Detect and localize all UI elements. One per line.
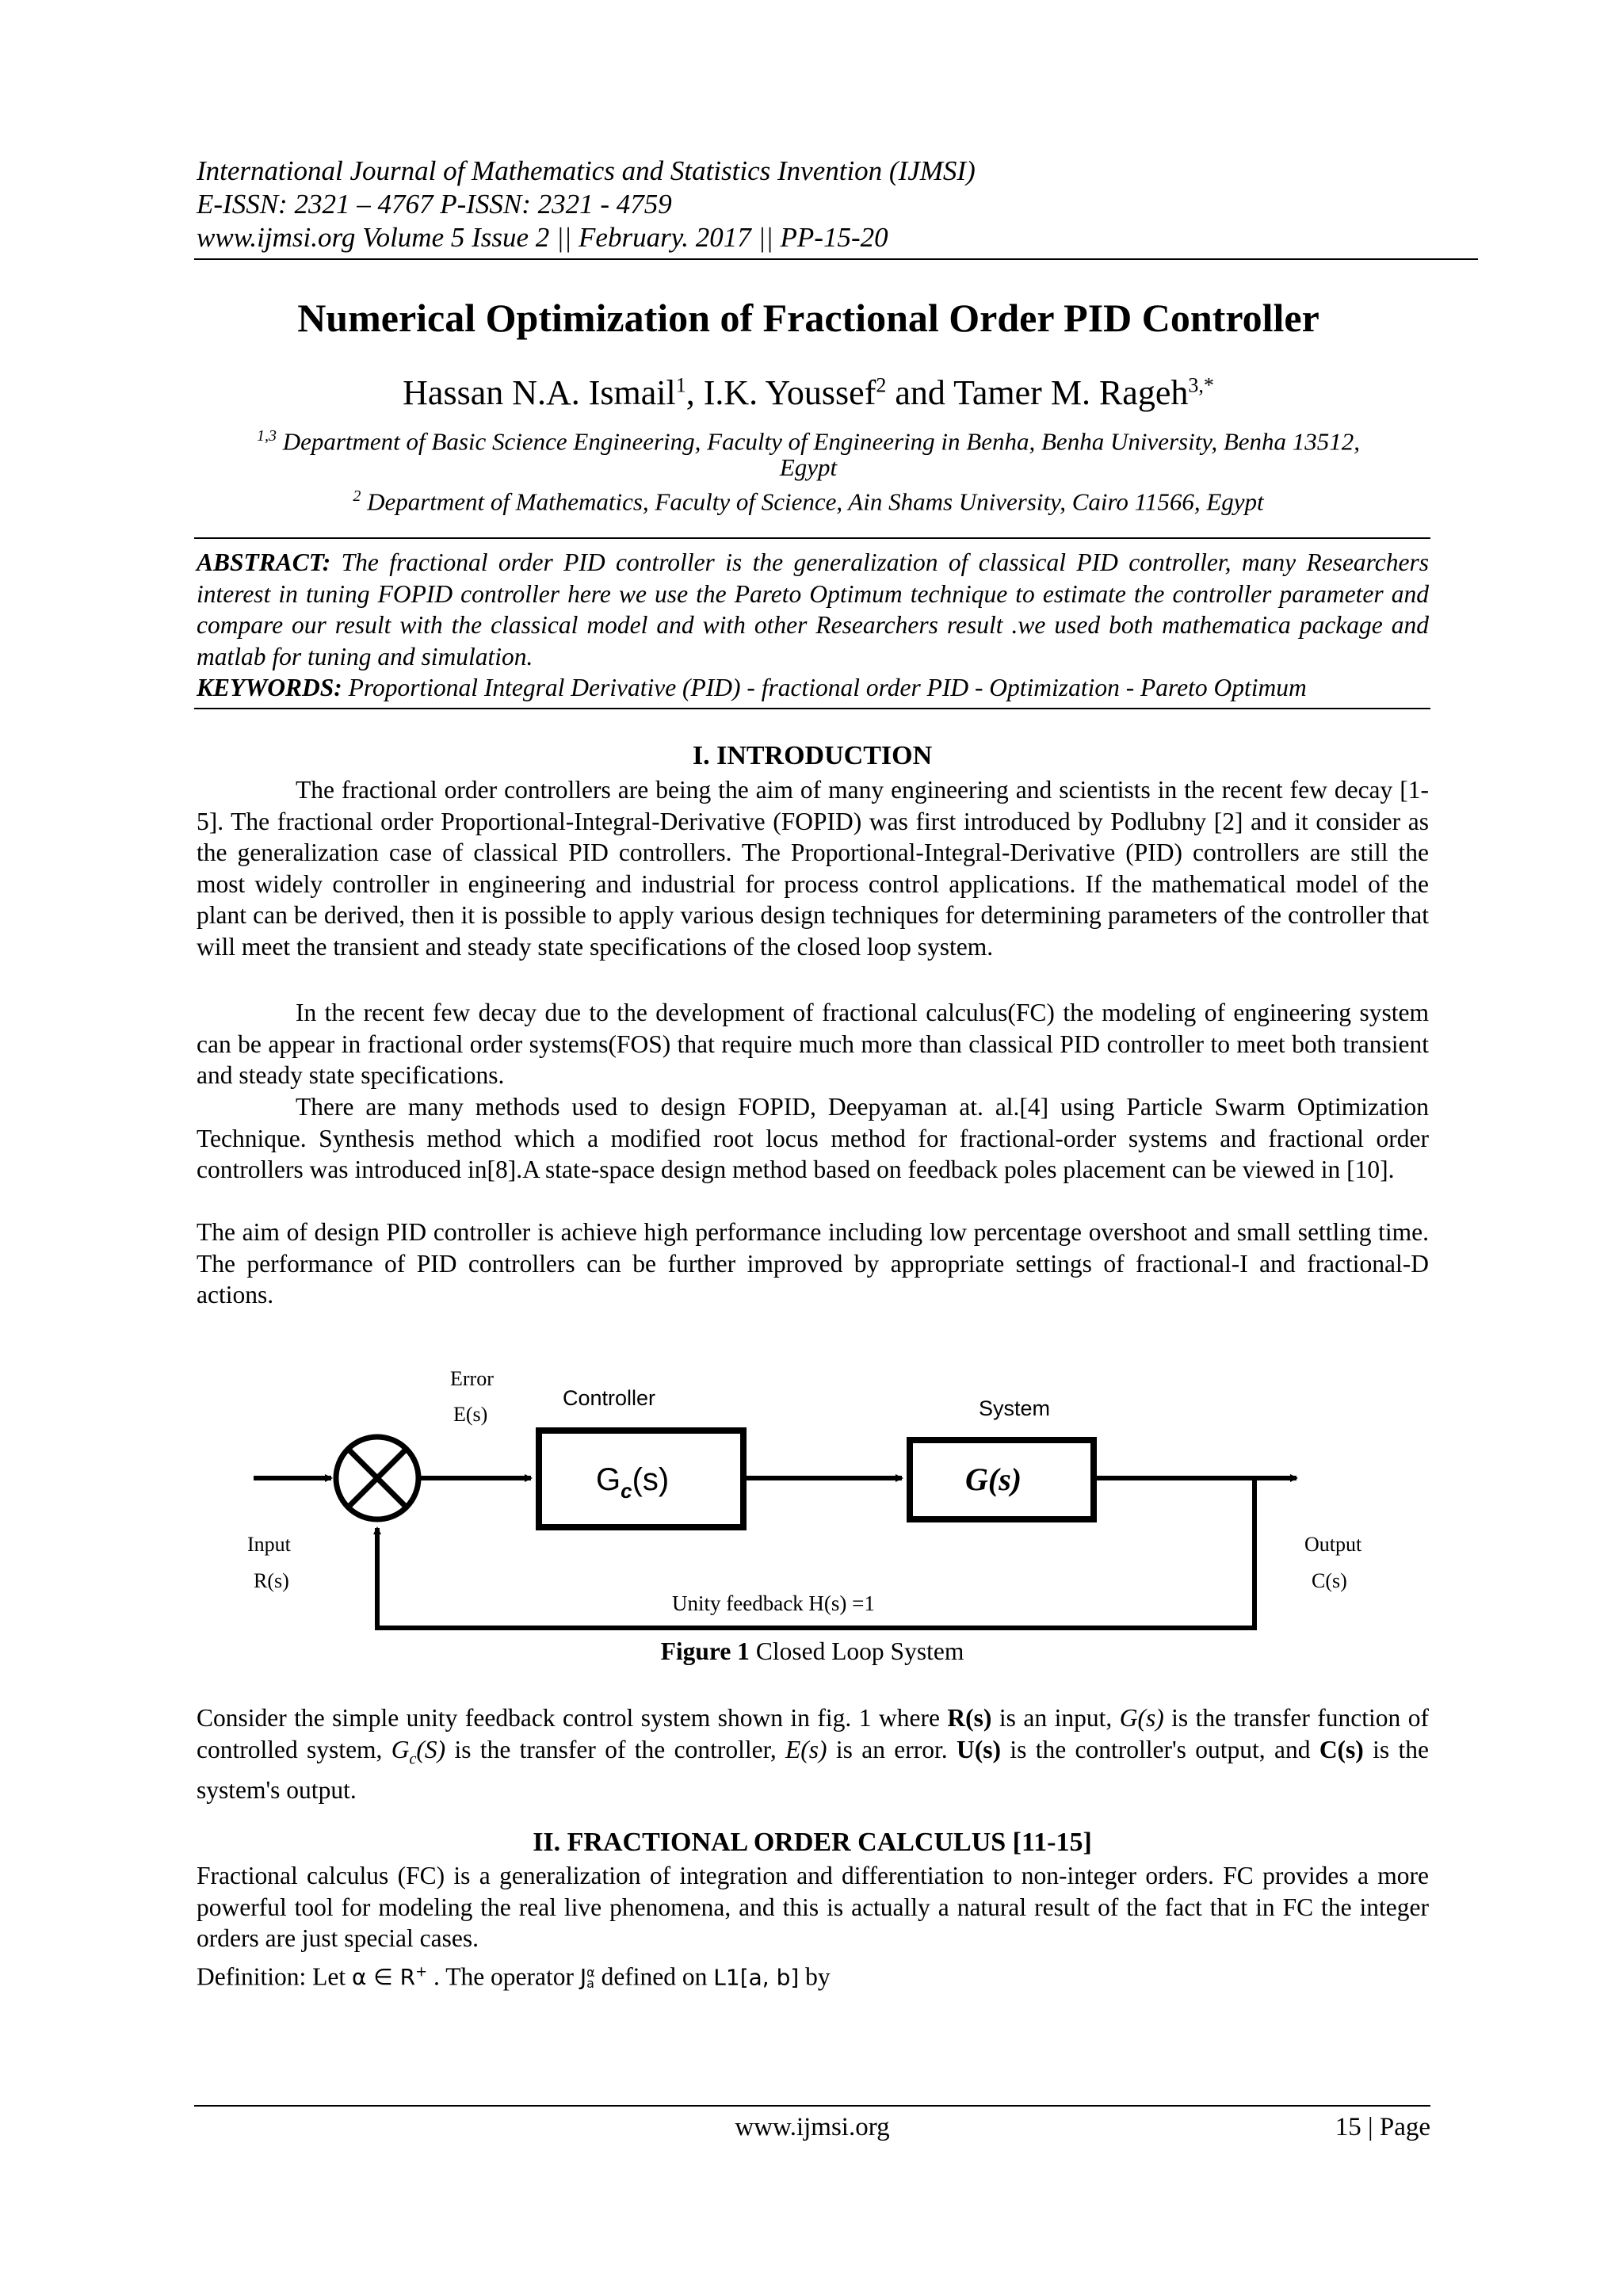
error-label: Error <box>450 1367 494 1390</box>
author-2: I.K. Youssef <box>703 373 876 412</box>
text-run: is an input, <box>991 1704 1120 1732</box>
abstract-bottom-rule <box>194 708 1430 709</box>
text-run: is an error. <box>827 1735 957 1763</box>
term-system-output: C(s) <box>1319 1735 1364 1763</box>
text-run: . The operator <box>427 1962 580 1991</box>
footer-rule <box>194 2105 1430 2107</box>
paper-title: Numerical Optimization of Fractional Order PID Controller <box>297 296 1319 340</box>
text-run: defined on <box>594 1962 714 1991</box>
author-3-affil: 3,* <box>1188 373 1214 397</box>
text-run: Consider the simple unity feedback control system shown in fig. 1 where <box>197 1704 948 1732</box>
term-controller-argument: (S) <box>416 1735 446 1763</box>
affiliation-2 <box>194 480 1423 518</box>
feedback-label: Unity feedback H(s) =1 <box>672 1591 875 1615</box>
output-signal-label: C(s) <box>1312 1569 1347 1592</box>
author-list <box>194 372 1423 413</box>
affiliation-1-text: Department of Basic Science Engineering, Faculty of Engineering in Benha, Benha University, Benha 13512, <box>276 427 1361 456</box>
text-run: is the controller's output, and <box>1001 1735 1319 1763</box>
intro-paragraph-1: The fractional order controllers are being the aim of many engineering and scientists in the recent few decay [1-5]. The fractional order Proportional-Integral-Derivative (FOPID) was first introduced by Podlubny [2] and it consider as the generalization case of classical PID controllers. The Proportional-Integral-Derivative (PID) controllers are still the most widely controller in engineering and industrial for process control applications. If the mathematical model of the plant can be derived, then it is possible to apply various design techniques for determining parameters of the controller that will meet the transient and steady state specifications of the closed loop system. <box>197 776 1429 961</box>
definition-label: Definition: Let <box>197 1962 352 1991</box>
author-3: Tamer M. Rageh <box>953 373 1189 412</box>
controller-label: Controller <box>563 1386 656 1410</box>
output-label: Output <box>1304 1533 1362 1556</box>
term-error: E(s) <box>785 1735 827 1763</box>
author-sep: and <box>886 373 954 412</box>
header-rule <box>194 258 1478 260</box>
journal-volume: www.ijmsi.org Volume 5 Issue 2 || February. 2017 || PP-15-20 <box>197 222 888 253</box>
abstract-label: ABSTRACT: <box>197 548 331 576</box>
system-description-paragraph <box>197 1702 1429 1806</box>
author-1: Hassan N.A. Ismail <box>403 373 676 412</box>
intro-paragraph-4: The aim of design PID controller is achieve high performance including low percentage overshoot and small settling time. The performance of PID controllers can be further improved by appropriate settings of fractional-I and fractional-D actions. <box>197 1218 1429 1308</box>
controller-tf-argument: (s) <box>632 1462 670 1497</box>
input-signal-label: R(s) <box>254 1569 289 1592</box>
abstract-top-rule <box>194 537 1430 539</box>
controller-tf-symbol: G <box>596 1462 621 1497</box>
footer-url: www.ijmsi.org <box>735 2113 890 2141</box>
figure-caption-text: Closed Loop System <box>749 1637 964 1665</box>
system-transfer-function: G(s) <box>965 1461 1022 1497</box>
author-1-affil: 1 <box>675 373 686 397</box>
abstract-text: The fractional order PID controller is the generalization of classical PID controller, many Researchers interest in tuning FOPID controller here we use the Pareto Optimum technique to estimate the controller parameter and compare our result with the classical model and with other Researchers result .we used both mathematica package and matlab for tuning and simulation. <box>197 548 1429 670</box>
section-1-heading: I. INTRODUCTION <box>692 741 933 770</box>
text-run: by <box>799 1962 831 1991</box>
function-space: L1[a, b] <box>713 1964 800 1991</box>
term-input: R(s) <box>947 1704 992 1732</box>
section-2-heading: II. FRACTIONAL ORDER CALCULUS [11-15] <box>533 1828 1092 1857</box>
term-controller-subscript: c <box>409 1749 417 1767</box>
term-plant: G(s) <box>1119 1704 1164 1732</box>
error-signal-label: E(s) <box>453 1403 488 1426</box>
keywords-text: Proportional Integral Derivative (PID) - fractional order PID - Optimization - Pareto Optimum <box>342 674 1307 701</box>
author-2-affil: 2 <box>876 373 887 397</box>
definition-line <box>197 1957 1429 1993</box>
summing-junction-icon <box>336 1437 418 1519</box>
intro-paragraph-3: There are many methods used to design FOPID, Deepyaman at. al.[4] using Particle Swarm Optimization Technique. Synthesis method which a modified root locus method for fractional-order systems and fractional order controllers was introduced in[8].A state-space design method based on feedback poles placement can be viewed in [10]. <box>197 1093 1429 1183</box>
input-label: Input <box>247 1533 291 1556</box>
term-controller-output: U(s) <box>957 1735 1001 1763</box>
closed-loop-diagram <box>238 1347 1395 1641</box>
intro-paragraph-2: In the recent few decay due to the development of fractional calculus(FC) the modeling of engineering system can be appear in fractional order systems(FOS) that require much more than classical PID controller to meet both transient and steady state specifications. <box>197 999 1429 1089</box>
term-controller-symbol: G <box>391 1735 410 1763</box>
r-plus-superscript: + <box>415 1964 428 1981</box>
affiliation-1-country: Egypt <box>779 453 838 481</box>
operator-lower-limit: a <box>586 1976 594 1992</box>
journal-issn: E-ISSN: 2321 – 4767 P-ISSN: 2321 - 4759 <box>197 189 672 220</box>
keywords-label: KEYWORDS: <box>197 674 342 701</box>
fc-paragraph: Fractional calculus (FC) is a generalization of integration and differentiation to non-integer orders. FC provides a more powerful tool for modeling the real live phenomena, and this is actually a natural result of the fact that in FC the integer orders are just special cases. <box>197 1862 1429 1952</box>
figure-caption-label: Figure 1 <box>660 1637 750 1665</box>
system-label: System <box>979 1396 1051 1420</box>
controller-transfer-function <box>596 1462 669 1503</box>
figure-caption <box>194 1637 1430 1666</box>
abstract <box>197 547 1429 672</box>
journal-name: International Journal of Mathematics and Statistics Invention (IJMSI) <box>197 155 976 186</box>
term-controller <box>391 1735 446 1767</box>
alpha-set: α ∈ R <box>351 1964 416 1991</box>
text-run: is the transfer of the controller, <box>445 1735 786 1763</box>
alpha-in-r-plus <box>352 1964 427 1990</box>
affiliation-2-marker: 2 <box>353 487 361 505</box>
page-number: 15 | Page <box>1335 2113 1430 2141</box>
controller-tf-subscript: c <box>621 1479 632 1503</box>
operator-symbol: J <box>579 1964 587 1991</box>
text-run: is the transfer function of controlled system, <box>197 1704 1429 1763</box>
keywords <box>197 672 1429 704</box>
affiliation-2-text: Department of Mathematics, Faculty of Science, Ain Shams University, Cairo 11566, Egypt <box>361 487 1264 516</box>
affiliation-1-marker: 1,3 <box>256 427 277 445</box>
operator-order: α <box>586 1965 595 1981</box>
integral-operator <box>580 1964 595 1990</box>
author-sep: , <box>685 373 704 412</box>
text-run: is the system's output. <box>197 1735 1429 1805</box>
